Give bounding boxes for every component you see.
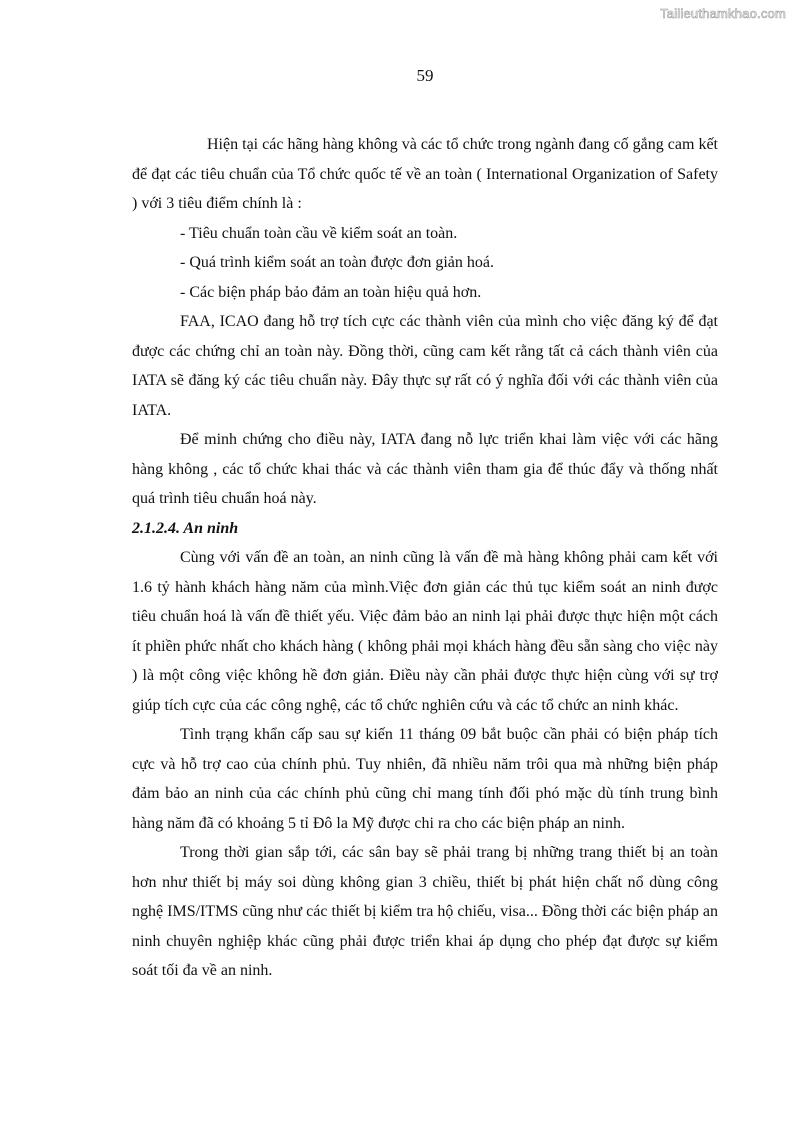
paragraph-faa-icao: FAA, ICAO đang hỗ trợ tích cực các thành viên của mình cho việc đăng ký để đạt được các chứng chỉ an toàn này. Đồng thời, cũng cam kết rằng tất cả cách thành viên của IATA sẽ đăng ký các tiêu chuẩn này. Đây thực sự rất có ý nghĩa đối với các thành viên của IATA. [132,313,718,419]
bullet-item-3: - Các biện pháp bảo đảm an toàn hiệu quả hơn. [180,283,482,301]
paragraph-security: Cùng với vấn đề an toàn, an ninh cũng là vấn đề mà hàng không phải cam kết với 1.6 tỷ hành khách hàng năm của mình.Việc đơn giản các thủ tục kiểm soát an ninh được tiêu chuẩn hoá là vấn đề thiết yếu. Việc đảm bảo an ninh lại phải được thực hiện một cách ít phiền phức nhất cho khách hàng ( không phải mọi khách hàng đều sẵn sàng cho việc này ) là một công việc không hề đơn giản. Điều này cần phải được thực hiện cùng với sự trợ giúp tích cực của các công nghệ, các tổ chức nghiên cứu và các tổ chức an ninh khác. [132,549,718,714]
bullet-item-2: - Quá trình kiểm soát an toàn được đơn giản hoá. [180,254,494,271]
paragraph-emergency: Tình trạng khẩn cấp sau sự kiến 11 tháng 09 bắt buộc cần phải có biện pháp tích cực và hỗ trợ cao của chính phủ. Tuy nhiên, đã nhiều năm trôi qua mà những biện pháp đảm bảo an ninh của các chính phủ cũng chỉ mang tính đối phó mặc dù tính trung bình hàng năm đã có khoảng 5 tỉ Đô la Mỹ được chi ra cho các biện pháp an ninh. [132,726,718,832]
bullet-item-1: - Tiêu chuẩn toàn cầu về kiểm soát an toàn. [180,224,458,242]
paragraph-future: Trong thời gian sắp tới, các sân bay sẽ phải trang bị những trang thiết bị an toàn hơn như thiết bị máy soi dùng không gian 3 chiều, thiết bị phát hiện chất nổ dùng công nghệ IMS/ITMS cũng như các thiết bị kiểm tra hộ chiếu, visa... Đồng thời các biện pháp an ninh chuyên nghiệp khác cũng phải được triển khai áp dụng cho phép đạt được sự kiểm soát tối đa về an ninh. [132,844,718,979]
watermark: Tailieuthamkhao.com [660,6,786,21]
paragraph-intro: Hiện tại các hãng hàng không và các tổ chức trong ngành đang cố gắng cam kết để đạt các tiêu chuẩn của Tổ chức quốc tế về an toàn ( International Organization of Safety ) với 3 tiêu điểm chính là : [132,136,718,212]
document-body [132,130,718,986]
section-heading: 2.1.2.4. An ninh [132,519,239,537]
paragraph-iata: Để minh chứng cho điều này, IATA đang nỗ lực triển khai làm việc với các hãng hàng không , các tổ chức khai thác và các thành viên tham gia để thúc đẩy và thống nhất quá trình tiêu chuẩn hoá này. [132,431,718,507]
page-number: 59 [416,66,434,85]
